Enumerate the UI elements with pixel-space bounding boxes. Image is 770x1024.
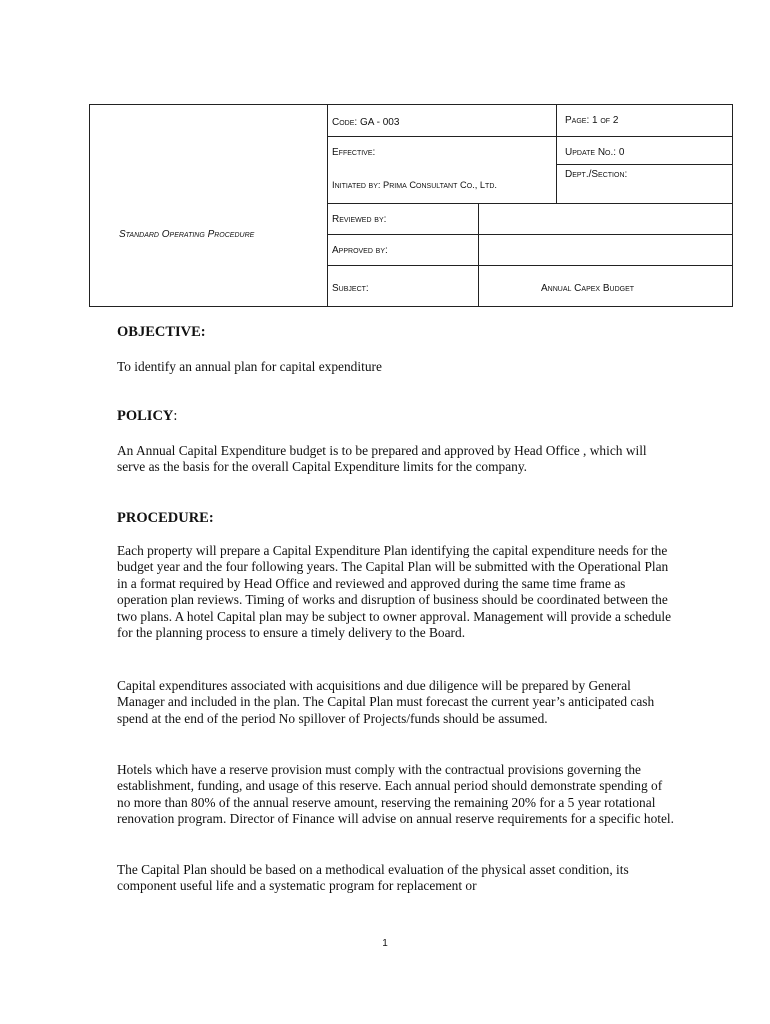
policy-heading-text: POLICY [117, 408, 174, 424]
objective-text: To identify an annual plan for capital expenditure [117, 359, 382, 374]
subject-label: Subject: [332, 283, 369, 294]
sop-label: Standard Operating Procedure [119, 229, 255, 240]
divider [327, 136, 733, 137]
policy-text: An Annual Capital Expenditure budget is to be prepared and approved by Head Office , which will serve as the basis for the overall Capital Expenditure limits for the company. [117, 443, 647, 475]
subject-value: Annual Capex Budget [541, 283, 635, 294]
procedure-heading: PROCEDURE: [117, 510, 214, 526]
procedure-paragraph: The Capital Plan should be based on a methodical evaluation of the physical asset condition, its component useful life and a systematic program for replacement or [117, 862, 629, 894]
policy-colon: : [173, 408, 178, 424]
procedure-paragraph: Hotels which have a reserve provision must comply with the contractual provisions governing the establishment, funding, and usage of this reserve. Each annual period should demonstrate spending of no more than 80% of the annual reserve amount, reserving the remaining 20% for a 5 year rotational renovation program. Director of Finance will advise on annual reserve requirements for a specific hotel. [117, 762, 674, 827]
sop-header-table [89, 104, 733, 307]
divider [327, 234, 733, 235]
divider [556, 105, 557, 203]
reviewed-by-label: Reviewed by: [332, 214, 387, 225]
page-label: Page: 1 of 2 [565, 115, 619, 126]
page-number: 1 [382, 938, 388, 949]
divider [478, 203, 479, 306]
policy-heading [117, 408, 677, 424]
dept-section-label: Dept./Section: [565, 169, 628, 180]
objective-heading: OBJECTIVE: [117, 324, 206, 340]
initiated-by-label: Initiated by: Prima Consultant Co., Ltd. [332, 180, 497, 190]
update-no-label: Update No.: 0 [565, 147, 625, 158]
effective-label: Effective: [332, 147, 376, 158]
procedure-paragraph: Each property will prepare a Capital Expenditure Plan identifying the capital expenditure needs for the budget year and the four following years. The Capital Plan will be submitted with the Operational Plan in a format required by Head Office and reviewed and approved during the same time frame as operation plan reviews. Timing of works and disruption of business should be coordinated between the two plans. A hotel Capital plan may be subject to owner approval. Management will provide a schedule for the planning process to ensure a timely delivery to the Board. [117, 543, 672, 641]
approved-by-label: Approved by: [332, 245, 388, 256]
divider [327, 265, 733, 266]
procedure-paragraph: Capital expenditures associated with acquisitions and due diligence will be prepared by General Manager and included in the plan. The Capital Plan must forecast the current year’s anticipated cash spend at the end of the period No spillover of Projects/funds should be assumed. [117, 678, 655, 726]
code-label: Code: GA - 003 [332, 117, 400, 128]
divider [327, 203, 733, 204]
divider [556, 164, 733, 165]
